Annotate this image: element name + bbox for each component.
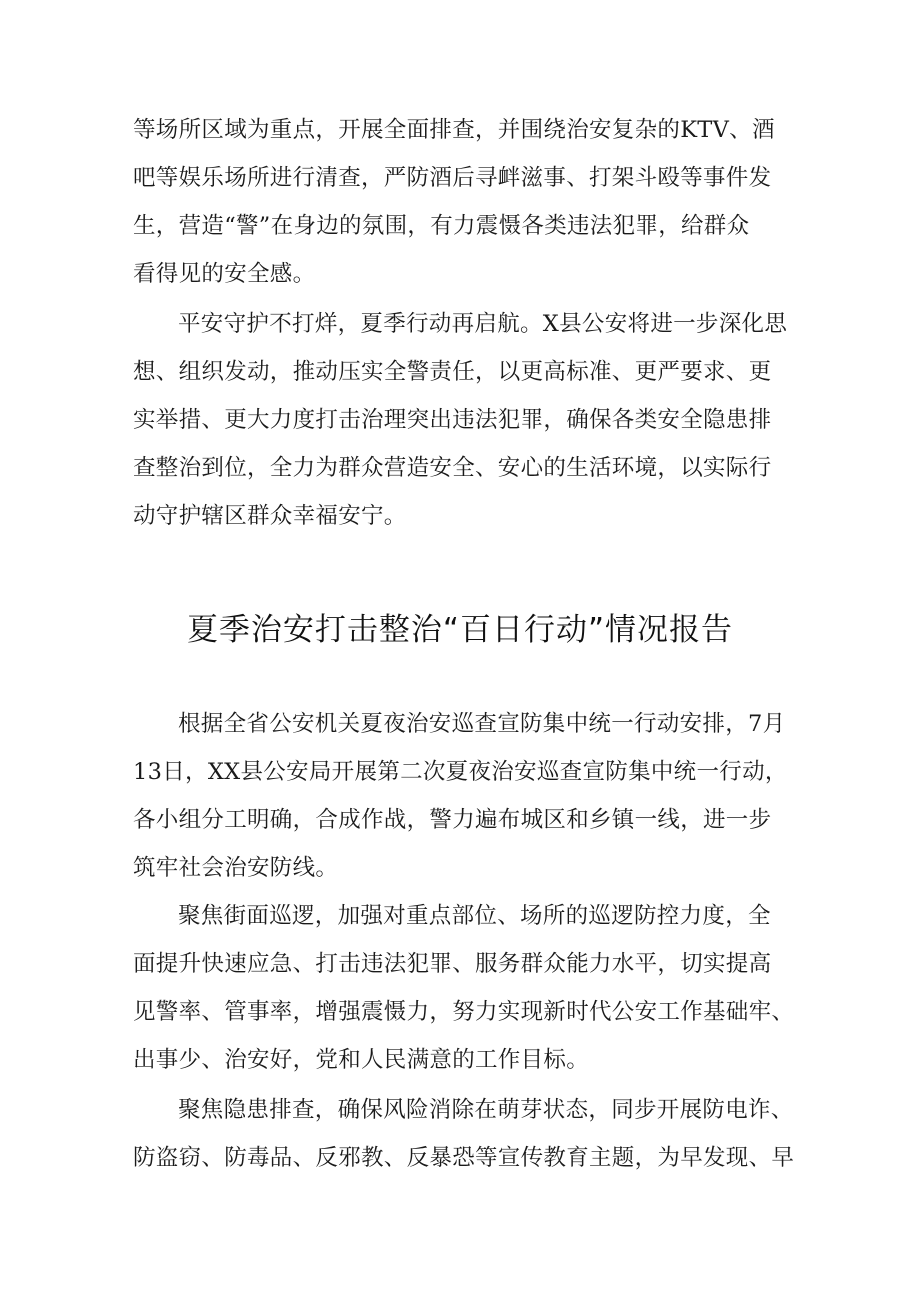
text-line: 防盗窃、防毒品、反邪教、反暴恐等宣传教育主题，为早发现、早: [133, 1145, 795, 1171]
report-paragraph-1: [133, 700, 793, 892]
text-line: 动守护辖区群众幸福安宁。: [133, 503, 407, 529]
text-line: 13日，XX县公安局开展第二次夏夜治安巡查宣防集中统一行动，: [133, 759, 788, 785]
text-line: 生，营造“警”在身边的氛围，有力震慑各类违法犯罪，给群众: [133, 213, 750, 239]
text-line: 各小组分工明确，合成作战，警力遍布城区和乡镇一线，进一步: [133, 807, 772, 833]
text-line: 聚焦街面巡逻，加强对重点部位、场所的巡逻防控力度，全: [178, 903, 771, 929]
report-title: 夏季治安打击整治“百日行动”情况报告: [186, 612, 734, 648]
text-line: 平安守护不打烊，夏季行动再启航。X县公安将进一步深化思: [178, 311, 788, 337]
text-line: 聚焦隐患排查，确保风险消除在萌芽状态，同步开展防电诈、: [178, 1097, 794, 1123]
text-line: 面提升快速应急、打击违法犯罪、服务群众能力水平，切实提高: [133, 951, 772, 977]
paragraph-continuation: [133, 106, 793, 298]
text-line: 实举措、更大力度打击治理突出违法犯罪，确保各类安全隐患排: [133, 407, 772, 433]
text-line: 等场所区域为重点，开展全面排查，并围绕治安复杂的KTV、酒: [133, 117, 775, 143]
paragraph-closing: [133, 300, 793, 540]
text-line: 出事少、治安好，党和人民满意的工作目标。: [133, 1047, 590, 1073]
report-paragraph-2: [133, 892, 793, 1084]
text-line: 见警率、管事率，增强震慑力，努力实现新时代公安工作基础牢、: [133, 999, 795, 1025]
text-line: 根据全省公安机关夏夜治安巡查宣防集中统一行动安排，7月: [178, 711, 786, 737]
text-line: 查整治到位，全力为群众营造安全、安心的生活环境，以实际行: [133, 455, 772, 481]
text-line: 吧等娱乐场所进行清查，严防酒后寻衅滋事、打架斗殴等事件发: [133, 165, 772, 191]
text-line: 看得见的安全感。: [133, 261, 316, 287]
text-line: 想、组织发动，推动压实全警责任，以更高标准、更严要求、更: [133, 359, 772, 385]
text-line: 筑牢社会治安防线。: [133, 855, 339, 881]
report-paragraph-3: [133, 1086, 793, 1182]
